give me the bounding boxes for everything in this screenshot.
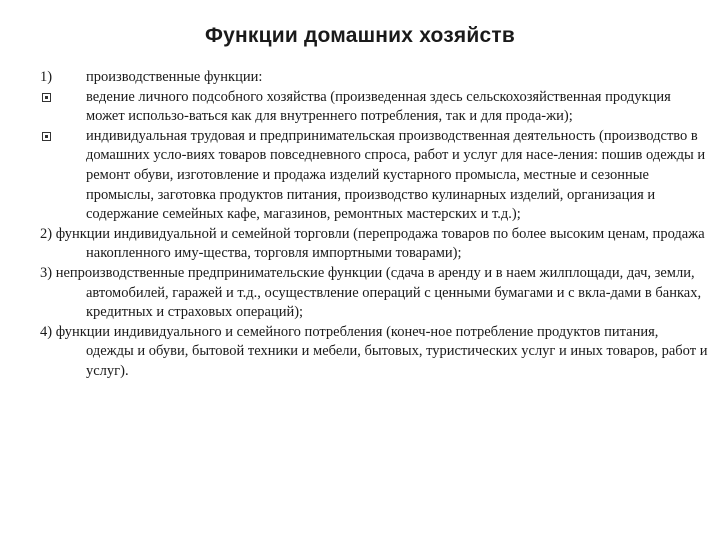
slide-content xyxy=(40,68,708,382)
list-item-3: 3) непроизводственные предпринимательские функции (сдача в аренду и в наем жилплощади, дач, земли, автомобилей, гаражей и т.д., осуществление операций с ценными бумагами и с вкла-дами в банках, кредитных и страховых операций); xyxy=(40,264,702,321)
list-item-2: 2) функции индивидуальной и семейной торговли (перепродажа товаров по более высоким ценам, продажа накопленного иму-щества, торговля импортными товарами); xyxy=(40,225,705,262)
square-bullet-icon xyxy=(42,93,51,102)
item-1-heading: производственные функции: xyxy=(86,69,263,85)
list-item-4: 4) функции индивидуального и семейного потребления (конеч-ное потребление продуктов питания, одежды и обуви, бытовой техники и мебели, бытовых, туристических услуг и иных товаров, работ и услуг). xyxy=(40,323,708,379)
bullet-item-1 xyxy=(40,88,708,127)
bullet-text-2: индивидуальная трудовая и предпринимательская производственная деятельность (производство в домашних усло-виях товаров повседневного спроса, работ и услуг для насе-ления: пошив одежды и ремонт обуви, изготовление и продажа изделий кустарного промысла, местные и сезонные промыслы, заготовка продуктов питания, производство кулинарных изделий, организация и содержание семейных кафе, магазинов, ремонтных мастерских и т.д.); xyxy=(86,127,706,223)
square-bullet-icon xyxy=(42,132,51,141)
bullet-text-1: ведение личного подсобного хозяйства (произведенная здесь сельскохозяйственная продукция может использо-ваться как для внутреннего потребления, так и для прода-жи); xyxy=(86,88,671,125)
slide-title: Функции домашних хозяйств xyxy=(205,24,515,47)
list-item-1 xyxy=(40,68,708,88)
item-1-number: 1) xyxy=(40,69,53,85)
bullet-item-2 xyxy=(40,127,708,225)
